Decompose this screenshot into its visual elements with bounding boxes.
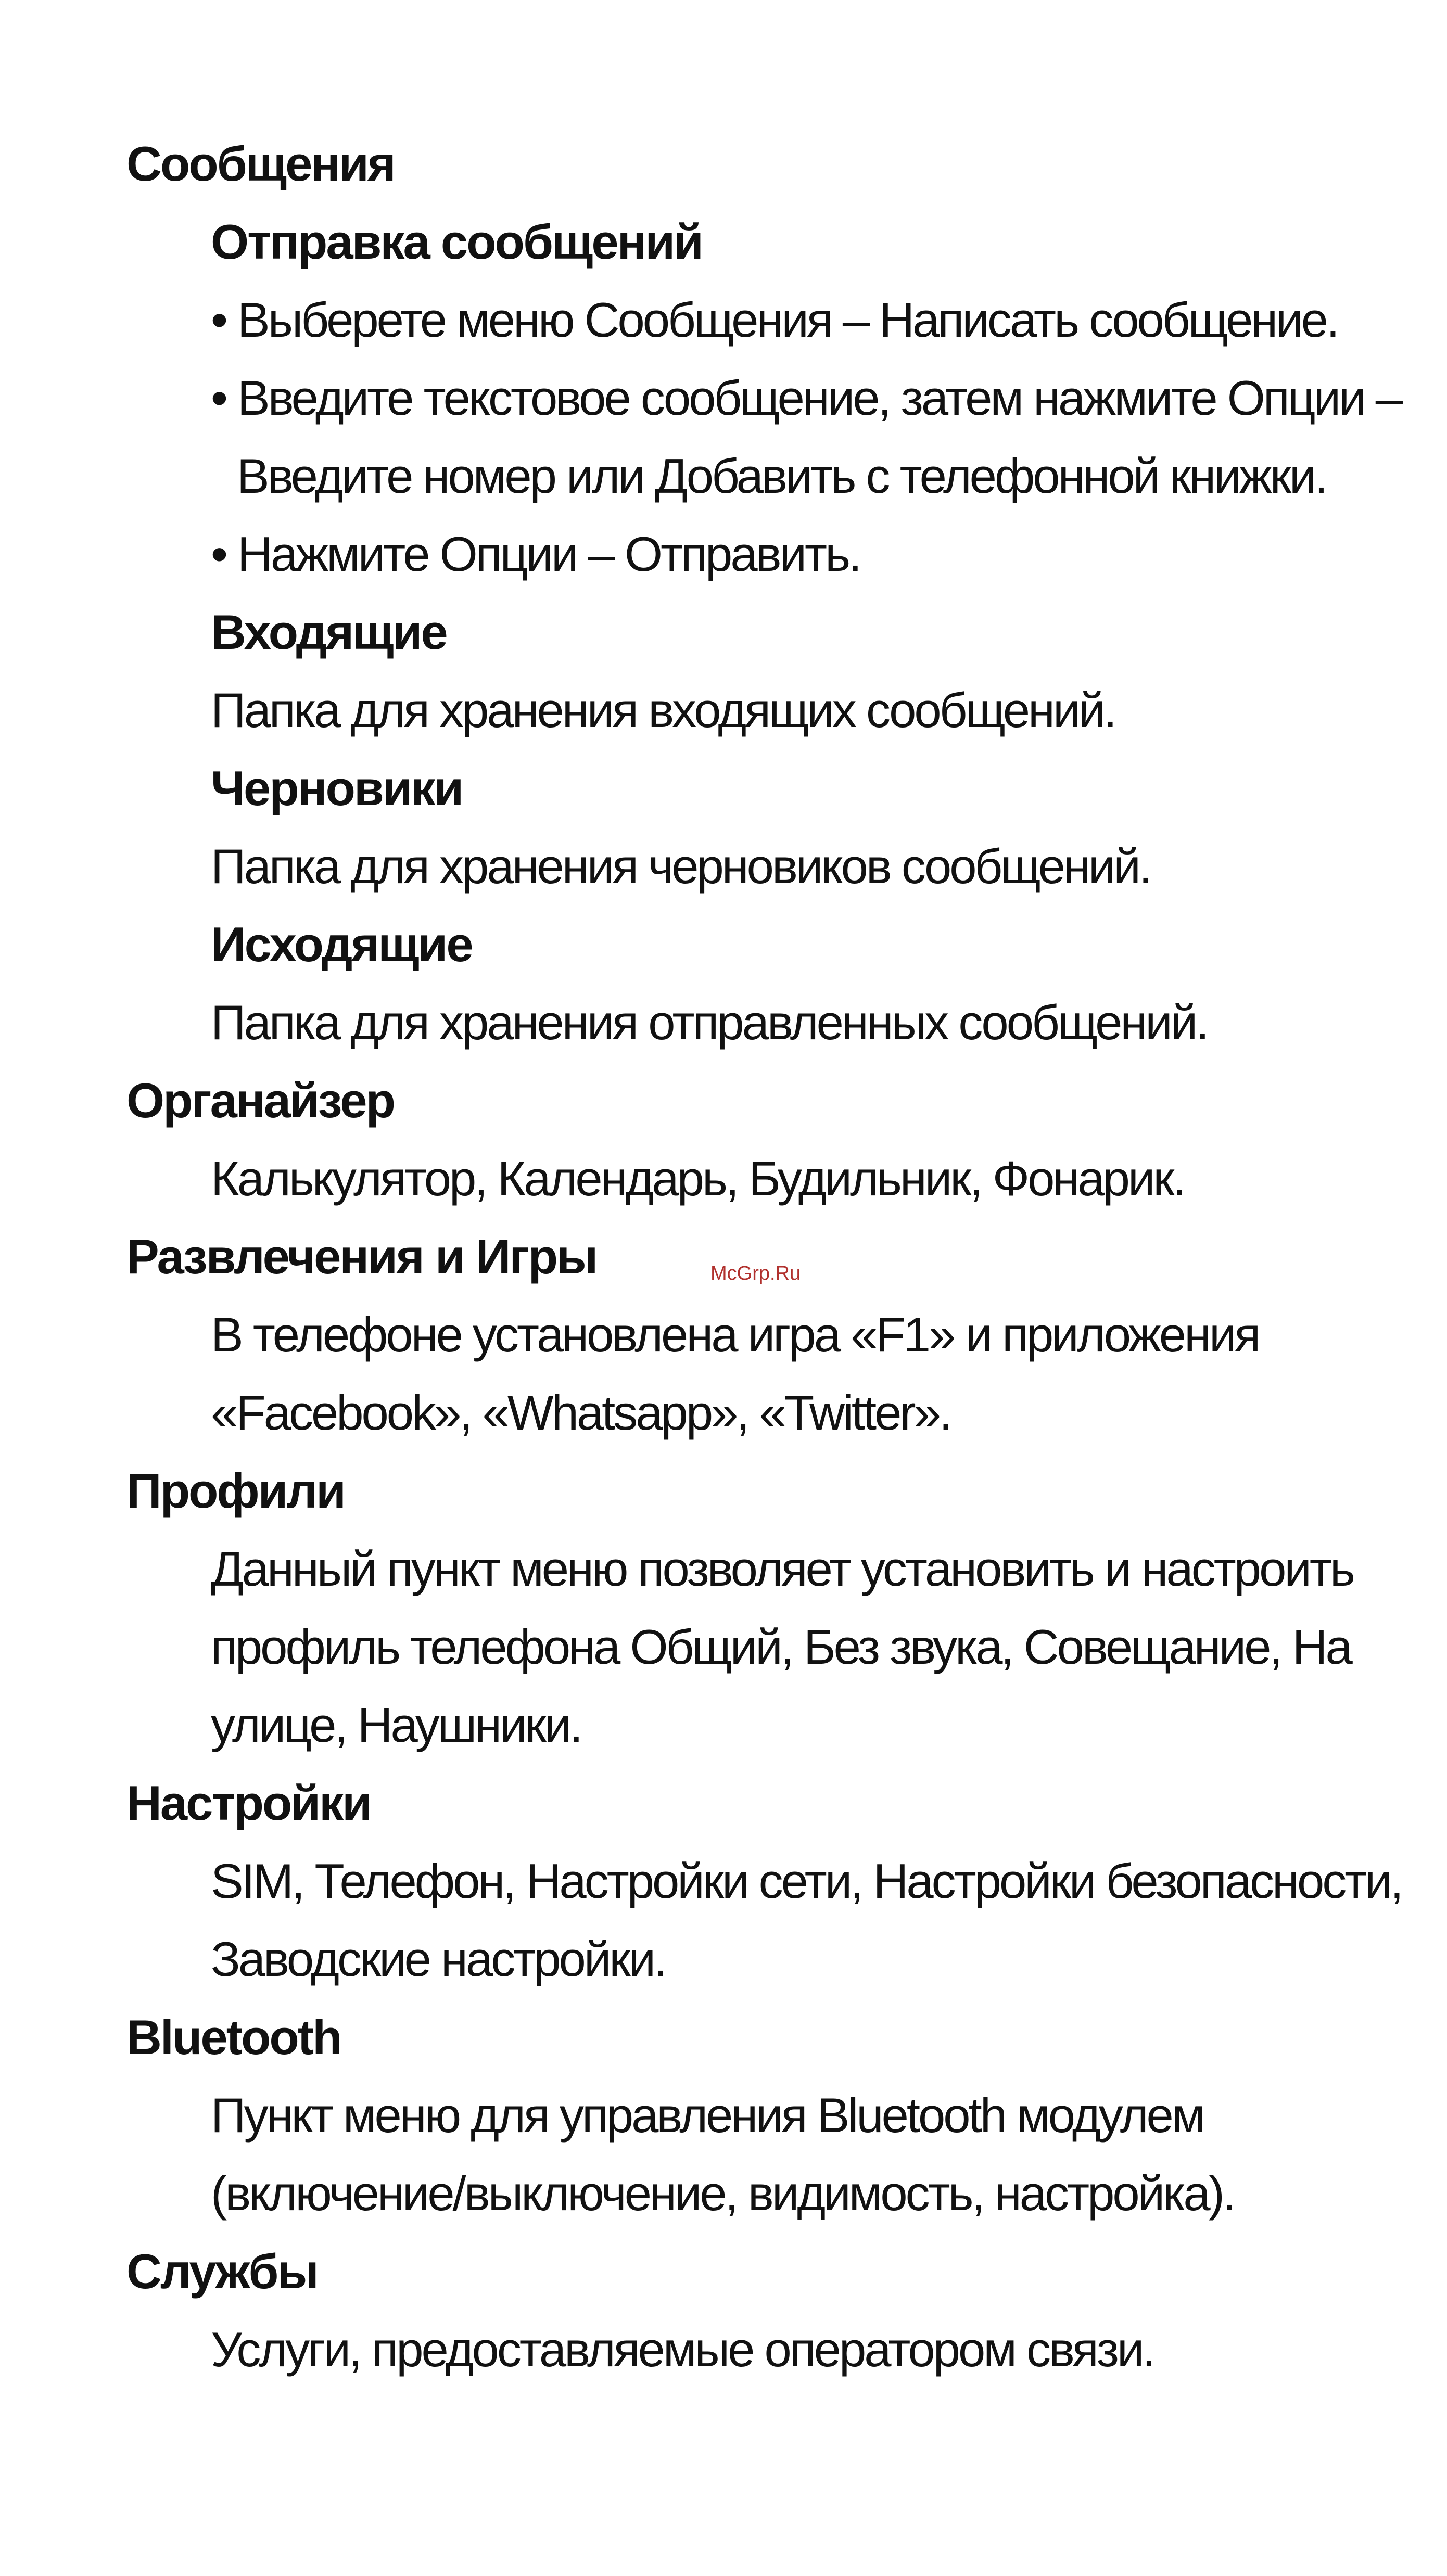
profiles-description-line-2: профиль телефона Общий, Без звука, Совещание, На [211,1619,1351,1674]
section-title-entertainment: Развлечения и Игры [126,1229,597,1284]
section-title-settings: Настройки [126,1776,371,1830]
organizer-description: Калькулятор, Календарь, Будильник, Фонарик. [211,1151,1184,1206]
sending-step-2-line-1: • Введите текстовое сообщение, затем нажмите Опции – [211,371,1401,425]
profiles-description-line-1: Данный пункт меню позволяет установить и настроить [211,1541,1353,1596]
sending-step-2-line-2: Введите номер или Добавить с телефонной книжки. [237,449,1326,503]
bluetooth-description-line-2: (включение/выключение, видимость, настройка). [211,2166,1235,2221]
sending-step-3: • Нажмите Опции – Отправить. [211,527,860,581]
inbox-description: Папка для хранения входящих сообщений. [211,683,1115,737]
subsection-title-outbox: Исходящие [211,917,472,972]
section-title-messages: Сообщения [126,136,395,191]
drafts-description: Папка для хранения черновиков сообщений. [211,839,1150,894]
subsection-title-drafts: Черновики [211,761,463,815]
watermark-text: McGrp.Ru [710,1263,801,1284]
profiles-description-line-3: улице, Наушники. [211,1698,581,1752]
services-description: Услуги, предоставляемые оператором связи. [211,2322,1154,2377]
sending-step-1: • Выберете меню Сообщения – Написать сообщение. [211,292,1338,347]
entertainment-description-line-2: «Facebook», «Whatsapp», «Twitter». [211,1385,951,1440]
bluetooth-description-line-1: Пункт меню для управления Bluetooth модулем [211,2088,1203,2143]
section-title-services: Службы [126,2244,318,2299]
settings-description-line-1: SIM, Телефон, Настройки сети, Настройки безопасности, [211,1854,1402,1908]
subsection-title-inbox: Входящие [211,605,447,659]
settings-description-line-2: Заводские настройки. [211,1932,666,1986]
entertainment-description-line-1: В телефоне установлена игра «F1» и приложения [211,1307,1259,1362]
section-title-bluetooth: Bluetooth [126,2010,341,2064]
subsection-title-sending: Отправка сообщений [211,214,702,269]
outbox-description: Папка для хранения отправленных сообщений. [211,995,1208,1050]
section-title-profiles: Профили [126,1463,345,1518]
section-title-organizer: Органайзер [126,1073,394,1128]
